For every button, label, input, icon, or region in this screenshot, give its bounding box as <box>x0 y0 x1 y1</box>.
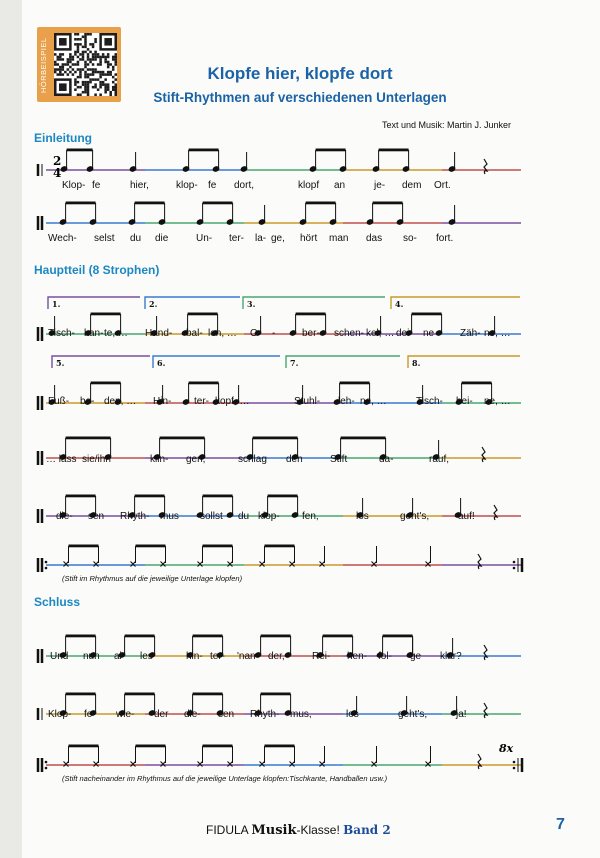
lyric-syllable: hört <box>300 233 318 244</box>
lyric-syllable: sollst <box>200 511 223 522</box>
lyric-syllable: Klop- <box>48 709 72 720</box>
lyric-syllable: so- <box>403 233 417 244</box>
lyric-syllable: schen- <box>334 328 365 339</box>
volta-bracket <box>145 297 240 309</box>
lyric-syllable: der <box>154 709 169 720</box>
lyric-syllable: mus <box>160 511 179 522</box>
quarter-rest <box>482 447 485 462</box>
lyric-syllable: der, <box>268 651 285 662</box>
quarter-rest <box>484 703 487 718</box>
volta-bracket <box>52 356 150 368</box>
lyric-syllable: man <box>329 233 349 244</box>
lyric-syllable: bo- <box>80 396 95 407</box>
volta-number: 3. <box>247 299 256 309</box>
lyric-syllable: Stuhl- <box>294 396 321 407</box>
lyric-syllable: kopf, … <box>215 396 250 407</box>
lyric-syllable: 'nan- <box>237 651 259 662</box>
lyric-syllable: ne, … <box>360 396 387 407</box>
lyric-syllable: gen, <box>186 454 206 465</box>
volta-number: 2. <box>149 299 158 309</box>
lyric-syllable: du <box>238 511 250 522</box>
lyric-syllable: nun <box>83 651 100 662</box>
lyric-syllable: kan- <box>84 328 104 339</box>
lyric-syllable: klar? <box>440 651 462 662</box>
lyric-syllable: Fuß- <box>48 396 70 407</box>
lyric-syllable: bal- <box>186 328 203 339</box>
lyric-syllable: auf! <box>458 511 475 522</box>
lyric-syllable: rauf, <box>429 454 450 465</box>
lyric-syllable: fen, <box>302 511 319 522</box>
lyric-syllable: schlag <box>238 454 267 465</box>
lyric-syllable: klopf <box>298 180 320 191</box>
footer-prefix: FIDULA <box>206 823 252 837</box>
section-heading-main: Hauptteil (8 Strophen) <box>34 263 160 277</box>
lyric-syllable: sie/ihn <box>82 454 111 465</box>
lyric-syllable: klop- <box>176 180 198 191</box>
lyric-syllable: Zäh- <box>460 328 481 339</box>
time-signature-top: 2 <box>53 154 62 168</box>
lyric-syllable: fe <box>208 180 217 191</box>
footer-band: Band 2 <box>343 823 391 837</box>
lyric-syllable: bei- <box>456 396 473 407</box>
lyric-syllable: Rhyth- <box>250 709 280 720</box>
volta-number: 8. <box>412 358 421 368</box>
lyric-syllable: an <box>334 180 346 191</box>
lyric-syllable: hen- <box>347 651 368 662</box>
lyric-syllable: ja! <box>456 709 467 720</box>
lyric-syllable: kel, … <box>366 328 395 339</box>
lyric-syllable: Tisch- <box>48 328 75 339</box>
lyric-syllable: fort. <box>436 233 454 244</box>
volta-bracket <box>286 356 400 368</box>
lyric-syllable: sen <box>218 709 235 720</box>
lyric-syllable: Wech- <box>48 233 77 244</box>
lyric-syllable: geht's, <box>398 709 428 720</box>
footer-brand: Musik <box>251 823 297 838</box>
lyric-syllable: selst <box>94 233 115 244</box>
lyric-syllable: sen <box>88 511 105 522</box>
volta-bracket <box>153 356 280 368</box>
lyric-syllable: los <box>356 511 369 522</box>
lyric-syllable: Ort. <box>434 180 451 191</box>
lyric-syllable: je- <box>374 180 386 191</box>
volta-number: 5. <box>56 358 65 368</box>
lyric-syllable: la- <box>255 233 267 244</box>
lyric-syllable: geht's, <box>400 511 430 522</box>
lyric-syllable: … lass <box>46 454 77 465</box>
quarter-rest <box>484 645 487 660</box>
page-number: 7 <box>556 816 565 833</box>
section-heading-intro: Einleitung <box>34 131 92 145</box>
lyric-syllable: ne <box>423 328 435 339</box>
lyric-syllable: al- <box>114 651 126 662</box>
song-subtitle: Stift-Rhythmen auf verschiedenen Unterlagen <box>153 90 447 105</box>
lyric-syllable: Und <box>50 651 69 662</box>
lyric-syllable: dort, <box>234 180 255 191</box>
lyric-syllable: hin- <box>186 651 203 662</box>
lyric-syllable: da- <box>379 454 394 465</box>
lyric-syllable: ge <box>410 651 422 662</box>
lyric-syllable: Stift <box>330 454 348 465</box>
repeat-dot <box>513 761 516 764</box>
instruction-text: (Stift im Rhythmus auf die jeweilige Unterlage klopfen) <box>62 574 243 583</box>
section-heading-end: Schluss <box>34 595 81 609</box>
quarter-rest <box>478 554 481 569</box>
lyric-syllable: Hin- <box>153 396 172 407</box>
lyric-syllable: Rhyth- <box>120 511 150 522</box>
time-signature-bottom: 4 <box>53 166 62 180</box>
audio-example-label: HÖRBEISPIEL <box>39 37 48 93</box>
lyric-syllable: den, … <box>104 396 137 407</box>
lyric-syllable: ge, <box>271 233 285 244</box>
quarter-rest <box>494 505 497 520</box>
composer-credit: Text und Musik: Martin J. Junker <box>382 120 512 130</box>
lyric-syllable: dem <box>402 180 422 191</box>
lyric-syllable: wie- <box>116 709 135 720</box>
lyric-syllable: hier, <box>130 180 149 191</box>
lyric-syllable: fe <box>84 709 93 720</box>
volta-bracket <box>408 356 520 368</box>
volta-number: 7. <box>290 358 299 368</box>
repeat-dot <box>45 561 48 564</box>
volta-bracket <box>243 297 385 309</box>
quarter-rest <box>484 159 487 174</box>
footer-suffix: -Klasse! <box>296 823 344 837</box>
lyric-syllable: klin- <box>150 454 169 465</box>
lyric-syllable: die <box>155 233 169 244</box>
footer-publisher <box>206 823 391 838</box>
quarter-rest <box>478 754 481 769</box>
lyric-syllable: ne, … <box>484 396 511 407</box>
lyric-syllable: Hand- <box>145 328 173 339</box>
lyric-syllable: Un- <box>196 233 213 244</box>
lyric-syllable: Tisch- <box>416 396 443 407</box>
repeat-count: 8x <box>499 742 514 755</box>
lyric-syllable: ne, … <box>484 328 511 339</box>
lyric-syllable: den <box>286 454 303 465</box>
lyric-syllable: ter- <box>194 396 209 407</box>
volta-number: 1. <box>52 299 61 309</box>
lyric-syllable: fe <box>92 180 101 191</box>
repeat-dot <box>45 761 48 764</box>
lyric-syllable: fol- <box>378 651 392 662</box>
lyric-syllable: ter- <box>210 651 225 662</box>
lyric-syllable: leh- <box>338 396 355 407</box>
volta-number: 6. <box>157 358 166 368</box>
volta-bracket <box>391 297 520 309</box>
lyric-syllable: - <box>272 328 276 339</box>
volta-number: 4. <box>395 299 404 309</box>
lyric-syllable: les <box>140 651 153 662</box>
lyric-syllable: du <box>130 233 142 244</box>
lyric-syllable: ter- <box>229 233 244 244</box>
lyric-syllable: die- <box>184 709 201 720</box>
lyric-syllable: Rei- <box>312 651 331 662</box>
lyric-syllable: los <box>346 709 359 720</box>
lyric-syllable: mus, <box>290 709 312 720</box>
repeat-dot <box>513 561 516 564</box>
volta-bracket <box>48 297 140 309</box>
lyric-syllable: die- <box>56 511 73 522</box>
lyric-syllable: len, … <box>208 328 237 339</box>
instruction-text: (Stift nacheinander im Rhythmus auf die jeweilige Unterlage klopfen:Tischkante, Handballen usw.) <box>62 774 388 783</box>
lyric-syllable: Klop- <box>62 180 86 191</box>
lyric-syllable: dei- <box>396 328 413 339</box>
lyric-syllable: das <box>366 233 383 244</box>
song-title: Klopfe hier, klopfe dort <box>207 64 393 83</box>
lyric-syllable: klop- <box>258 511 280 522</box>
lyric-syllable: te, … <box>104 328 128 339</box>
lyric-syllable: ber- <box>302 328 320 339</box>
lyric-syllable: O <box>250 328 258 339</box>
